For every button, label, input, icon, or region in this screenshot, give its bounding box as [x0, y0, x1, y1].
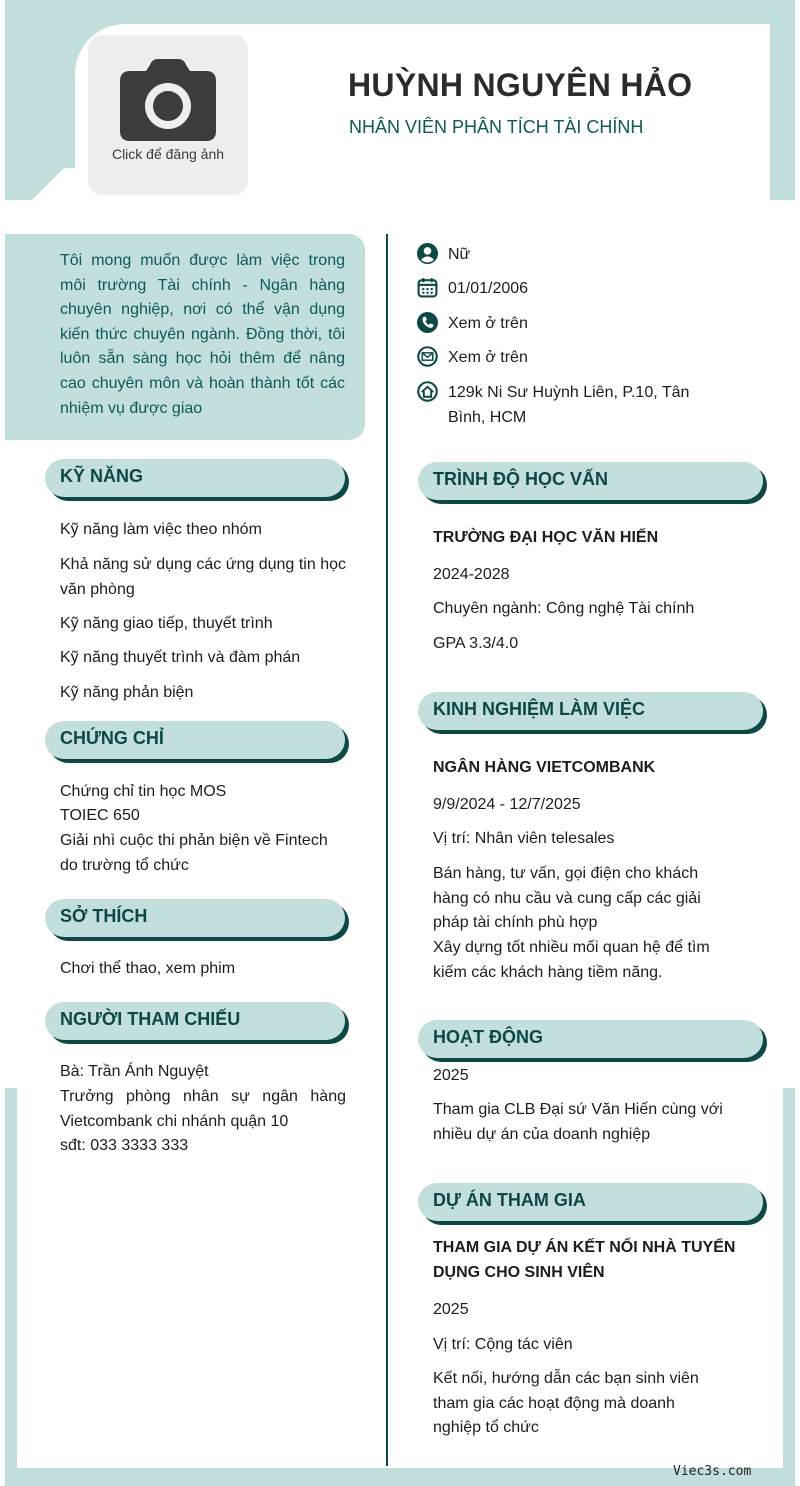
column-divider	[386, 234, 388, 1466]
reference-name: Bà: Trần Ánh Nguyệt	[60, 1063, 209, 1080]
activities-heading: HOẠT ĐỘNG	[418, 1020, 763, 1058]
experience-heading: KINH NGHIỆM LÀM VIỆC	[418, 692, 763, 730]
candidate-name: HUỲNH NGUYÊN HẢO	[348, 67, 693, 103]
skill-item: Kỹ năng giao tiếp, thuyết trình	[60, 615, 273, 632]
activity-text: Tham gia CLB Đại sứ Văn Hiến cùng với nhiều dự án của doanh nghiệp	[433, 1101, 723, 1143]
phone-value: Xem ở trên	[448, 315, 528, 332]
email-value: Xem ở trên	[448, 349, 528, 366]
education-period: 2024-2028	[433, 566, 510, 583]
certificate-item: TOIEC 650	[60, 807, 140, 824]
company-name: NGÂN HÀNG VIETCOMBANK	[433, 759, 656, 776]
project-name: THAM GIA DỰ ÁN KẾT NỐI NHÀ TUYỂN DỤNG CHO SINH VIÊN	[433, 1239, 736, 1281]
experience-description: Bán hàng, tư vấn, gọi điện cho khách hàng có nhu cầu và cung cấp các giải pháp tài chính phù hợp	[433, 865, 701, 932]
calendar-icon	[417, 277, 438, 298]
education-gpa: GPA 3.3/4.0	[433, 635, 519, 652]
education-major: Chuyên ngành: Công nghệ Tài chính	[433, 600, 695, 617]
school-name: TRƯỜNG ĐẠI HỌC VĂN HIẾN	[433, 529, 659, 546]
gender-value: Nữ	[448, 246, 471, 263]
skills-heading: KỸ NĂNG	[45, 459, 345, 497]
header-panel	[240, 24, 770, 200]
user-icon	[417, 243, 438, 264]
activity-year: 2025	[433, 1067, 469, 1084]
envelope-icon	[417, 346, 438, 367]
camera-icon	[120, 59, 216, 141]
address-value: 129k Ni Sư Huỳnh Liên, P.10, Tân Bình, HCM	[448, 384, 690, 426]
hobbies-heading: SỞ THÍCH	[45, 899, 345, 937]
job-title: NHÂN VIÊN PHÂN TÍCH TÀI CHÍNH	[349, 117, 644, 137]
project-text: Kết nối, hướng dẫn các bạn sinh viên tham gia các hoạt động mà doanh nghiệp tổ chức	[433, 1370, 699, 1437]
career-objective: Tôi mong muốn được làm việc trong môi trường Tài chính - Ngân hàng chuyên nghiệp, nơi có thể vận dụng kiến thức chuyên ngành. Đồng thời, tôi luôn sẵn sàng học hỏi thêm để nâng cao chuyên môn và hoàn thành tốt các nhiệm vụ được giao	[5, 234, 365, 440]
experience-position: Vị trí: Nhân viên telesales	[433, 830, 615, 847]
skill-item: Kỹ năng phản biện	[60, 684, 194, 701]
skill-item: Kỹ năng thuyết trình và đàm phán	[60, 649, 301, 666]
birthday-value: 01/01/2006	[448, 280, 529, 297]
experience-description: Xây dựng tốt nhiều mối quan hệ để tìm kiếm các khách hàng tiềm năng.	[433, 939, 710, 981]
hobbies-text: Chơi thể thao, xem phim	[60, 960, 236, 977]
reference-phone: sđt: 033 3333 333	[60, 1137, 189, 1154]
certificates-heading: CHỨNG CHỈ	[45, 721, 345, 759]
references-heading: NGƯỜI THAM CHIẾU	[45, 1002, 345, 1040]
certificate-item: Chứng chỉ tin học MOS	[60, 783, 227, 800]
experience-period: 9/9/2024 - 12/7/2025	[433, 796, 581, 813]
certificate-item: Giải nhì cuộc thi phản biện về Fintech do trường tổ chức	[60, 832, 328, 874]
reference-position: Trưởng phòng nhân sự ngân hàng Vietcombank chi nhánh quận 10	[60, 1088, 346, 1130]
skill-item: Khả năng sử dụng các ứng dụng tin học văn phòng	[60, 556, 346, 598]
photo-upload[interactable]	[88, 35, 248, 195]
projects-heading: DỰ ÁN THAM GIA	[418, 1183, 763, 1221]
education-heading: TRÌNH ĐỘ HỌC VẤN	[418, 462, 763, 500]
phone-icon	[417, 312, 438, 333]
home-icon	[417, 381, 438, 402]
skill-item: Kỹ năng làm việc theo nhóm	[60, 521, 262, 538]
project-year: 2025	[433, 1301, 469, 1318]
photo-label: Click để đăng ảnh	[111, 146, 225, 162]
footer-brand: Viec3s.com	[673, 1464, 752, 1479]
project-role: Vị trí: Cộng tác viên	[433, 1336, 573, 1353]
